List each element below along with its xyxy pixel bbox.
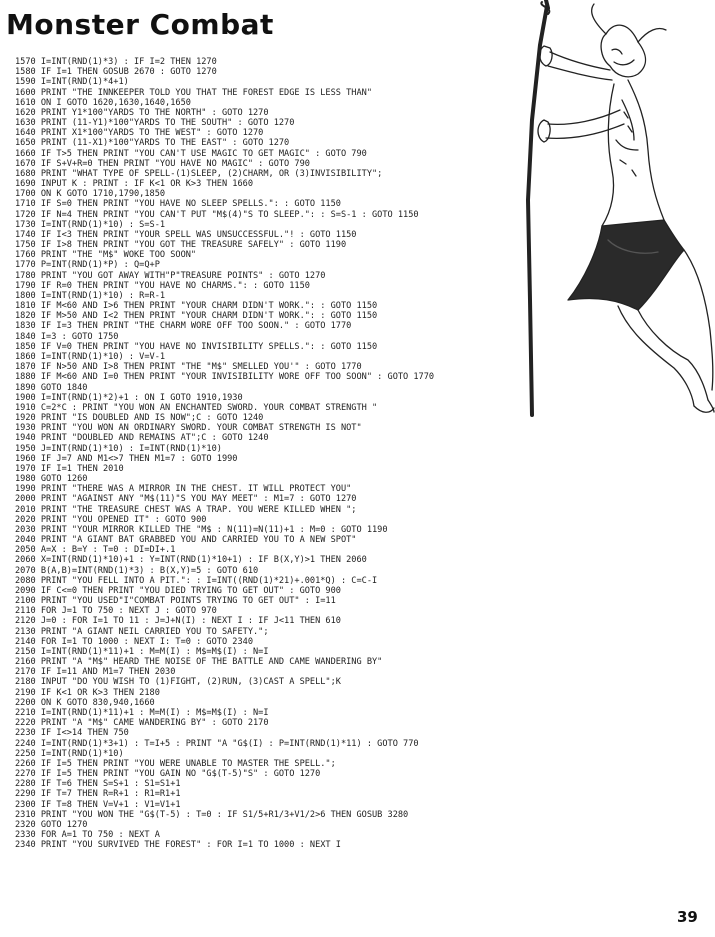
code-line: 1580 IF I=1 THEN GOSUB 2670 : GOTO 1270 [15, 67, 217, 78]
code-line: 1600 PRINT "THE INNKEEPER TOLD YOU THAT THE FOREST EDGE IS LESS THAN" [15, 87, 372, 98]
code-line: 2240 I=INT(RND(1)*3+1) : T=I+5 : PRINT "A "G$(I) : P=INT(RND(1)*11) : GOTO 770 [15, 738, 419, 749]
code-line: 2130 PRINT "A GIANT NEIL CARRIED YOU TO SAFETY."; [15, 626, 269, 637]
code-line: 1790 IF R=0 THEN PRINT "YOU HAVE NO CHARMS.": : GOTO 1150 [15, 280, 310, 291]
code-line: 1710 IF S=0 THEN PRINT "YOU HAVE NO SLEEP SPELLS.": : GOTO 1150 [15, 199, 341, 210]
code-line: 2120 J=0 : FOR I=1 TO 11 : J=J+N(I) : NEXT I : IF J<11 THEN 610 [15, 616, 341, 627]
code-line: 2260 IF I=5 THEN PRINT "YOU WERE UNABLE TO MASTER THE SPELL."; [15, 758, 336, 769]
code-line: 2070 B(A,B)=INT(RND(1)*3) : B(X,Y)=5 : GOTO 610 [15, 565, 259, 576]
code-line: 1780 PRINT "YOU GOT AWAY WITH"P"TREASURE POINTS" : GOTO 1270 [15, 270, 326, 281]
code-line: 1970 IF I=1 THEN 2010 [15, 463, 124, 474]
code-line: 2040 PRINT "A GIANT BAT GRABBED YOU AND CARRIED YOU TO A NEW SPOT" [15, 535, 357, 546]
code-line: 1810 IF M<60 AND I>6 THEN PRINT "YOUR CHARM DIDN'T WORK.": : GOTO 1150 [15, 301, 378, 312]
code-line: 2050 A=X : B=Y : T=0 : DI=DI+.1 [15, 545, 176, 556]
page-title: Monster Combat [6, 8, 274, 41]
code-line: 1800 I=INT(RND(1)*10) : R=R-1 [15, 290, 166, 301]
code-line: 2220 PRINT "A "M$" CAME WANDERING BY" : GOTO 2170 [15, 718, 269, 729]
code-line: 1940 PRINT "DOUBLED AND REMAINS AT";C : GOTO 1240 [15, 433, 269, 444]
code-line: 2100 PRINT "YOU USED"I"COMBAT POINTS TRYING TO GET OUT" : I=11 [15, 596, 336, 607]
code-line: 1890 GOTO 1840 [15, 382, 88, 393]
code-line: 2270 IF I=5 THEN PRINT "YOU GAIN NO "G$(T-5)"S" : GOTO 1270 [15, 769, 321, 780]
code-line: 2000 PRINT "AGAINST ANY "M$(11)"S YOU MAY MEET" : M1=7 : GOTO 1270 [15, 494, 357, 505]
code-line: 1820 IF M>50 AND I<2 THEN PRINT "YOUR CHARM DIDN'T WORK.": : GOTO 1150 [15, 311, 378, 322]
code-line: 2080 PRINT "YOU FELL INTO A PIT.": : I=INT((RND(1)*21)+.001*Q) : C=C-I [15, 575, 378, 586]
code-line: 2320 GOTO 1270 [15, 819, 88, 830]
code-line: 1860 I=INT(RND(1)*10) : V=V-1 [15, 351, 166, 362]
code-line: 1690 INPUT K : PRINT : IF K<1 OR K>3 THEN 1660 [15, 179, 253, 190]
code-line: 1640 PRINT X1*100"YARDS TO THE WEST" : GOTO 1270 [15, 128, 264, 139]
code-line: 2020 PRINT "YOU OPENED IT" : GOTO 900 [15, 514, 207, 525]
code-line: 2250 I=INT(RND(1)*10) [15, 748, 124, 759]
code-line: 1730 I=INT(RND(1)*10) : S=S-1 [15, 219, 166, 230]
code-line: 1630 PRINT (11-Y1)*100"YARDS TO THE SOUTH" : GOTO 1270 [15, 118, 295, 129]
code-line: 1850 IF V=0 THEN PRINT "YOU HAVE NO INVISIBILITY SPELLS.": : GOTO 1150 [15, 341, 378, 352]
code-line: 2310 PRINT "YOU WON THE "G$(T-5) : T=0 : IF S1/5+R1/3+V1/2>6 THEN GOSUB 3280 [15, 809, 409, 820]
code-line: 1680 PRINT "WHAT TYPE OF SPELL-(1)SLEEP, (2)CHARM, OR (3)INVISIBILITY"; [15, 168, 383, 179]
code-line: 1750 IF I>8 THEN PRINT "YOU GOT THE TREASURE SAFELY" : GOTO 1190 [15, 240, 347, 251]
code-line: 1670 IF S+V+R=0 THEN PRINT "YOU HAVE NO MAGIC" : GOTO 790 [15, 158, 310, 169]
code-line: 2330 FOR A=1 TO 750 : NEXT A [15, 830, 160, 841]
code-line: 2180 INPUT "DO YOU WISH TO (1)FIGHT, (2)RUN, (3)CAST A SPELL";K [15, 677, 341, 688]
code-line: 1960 IF J=7 AND M1<>7 THEN M1=7 : GOTO 1990 [15, 453, 238, 464]
code-line: 2110 FOR J=1 TO 750 : NEXT J : GOTO 970 [15, 606, 217, 617]
code-line: 1760 PRINT "THE "M$" WOKE TOO SOON" [15, 250, 197, 261]
code-line: 2190 IF K<1 OR K>3 THEN 2180 [15, 687, 160, 698]
code-line: 1920 PRINT "IS DOUBLED AND IS NOW";C : GOTO 1240 [15, 413, 264, 424]
code-line: 1880 IF M<60 AND I=0 THEN PRINT "YOUR INVISIBILITY WORE OFF TOO SOON" : GOTO 1770 [15, 372, 435, 383]
code-line: 1740 IF I<3 THEN PRINT "YOUR SPELL WAS UNSUCCESSFUL."! : GOTO 1150 [15, 229, 357, 240]
code-line: 2150 I=INT(RND(1)*11)+1 : M=M(I) : M$=M$(I) : N=I [15, 646, 269, 657]
code-line: 1620 PRINT Y1*100"YARDS TO THE NORTH" : GOTO 1270 [15, 107, 269, 118]
code-line: 2160 PRINT "A "M$" HEARD THE NOISE OF THE BATTLE AND CAME WANDERING BY" [15, 657, 383, 668]
code-line: 1870 IF N>50 AND I>8 THEN PRINT "THE "M$" SMELLED YOU'" : GOTO 1770 [15, 362, 362, 373]
code-line: 2140 FOR I=1 TO 1000 : NEXT I: T=0 : GOTO 2340 [15, 636, 253, 647]
code-line: 1660 IF T>5 THEN PRINT "YOU CAN'T USE MAGIC TO GET MAGIC" : GOTO 790 [15, 148, 367, 159]
code-line: 1950 J=INT(RND(1)*10) : I=INT(RND(1)*10) [15, 443, 222, 454]
code-line: 1910 C=2*C : PRINT "YOU WON AN ENCHANTED SWORD. YOUR COMBAT STRENGTH " [15, 402, 378, 413]
code-line: 1900 I=INT(RND(1)*2)+1 : ON I GOTO 1910,1930 [15, 392, 243, 403]
code-line: 1840 I=3 : GOTO 1750 [15, 331, 119, 342]
code-line: 1700 ON K GOTO 1710,1790,1850 [15, 189, 166, 200]
code-line: 2280 IF T=6 THEN S=S+1 : S1=S1+1 [15, 779, 181, 790]
code-line: 2060 X=INT(RND(1)*10)+1 : Y=INT(RND(1)*10+1) : IF B(X,Y)>1 THEN 2060 [15, 555, 367, 566]
code-line: 2030 PRINT "YOUR MIRROR KILLED THE "M$ : N(11)=N(11)+1 : M=0 : GOTO 1190 [15, 524, 388, 535]
code-line: 2090 IF C<=0 THEN PRINT "YOU DIED TRYING TO GET OUT" : GOTO 900 [15, 585, 341, 596]
code-line: 1990 PRINT "THERE WAS A MIRROR IN THE CHEST. IT WILL PROTECT YOU" [15, 484, 352, 495]
code-line: 1830 IF I=3 THEN PRINT "THE CHARM WORE OFF TOO SOON." : GOTO 1770 [15, 321, 352, 332]
code-line: 2210 I=INT(RND(1)*11)+1 : M=M(I) : M$=M$(I) : N=I [15, 708, 269, 718]
code-line: 1610 ON I GOTO 1620,1630,1640,1650 [15, 97, 191, 108]
code-line: 2300 IF T=8 THEN V=V+1 : V1=V1+1 [15, 799, 181, 810]
code-line: 2340 PRINT "YOU SURVIVED THE FOREST" : FOR I=1 TO 1000 : NEXT I [15, 840, 341, 851]
code-line: 2290 IF T=7 THEN R=R+1 : R1=R1+1 [15, 789, 181, 800]
code-line: 2230 IF I<>14 THEN 750 [15, 728, 129, 739]
code-line: 2170 IF I=11 AND M1=7 THEN 2030 [15, 667, 176, 678]
basic-program-listing [15, 57, 715, 850]
code-line: 1650 PRINT (11-X1)*100"YARDS TO THE EAST" : GOTO 1270 [15, 138, 290, 149]
page-number: 39 [677, 908, 698, 926]
code-line: 1570 I=INT(RND(1)*3) : IF I=2 THEN 1270 [15, 57, 217, 67]
code-line: 2200 ON K GOTO 830,940,1660 [15, 697, 155, 708]
code-line: 1980 GOTO 1260 [15, 474, 88, 485]
code-line: 1930 PRINT "YOU WON AN ORDINARY SWORD. YOUR COMBAT STRENGTH IS NOT" [15, 423, 362, 434]
code-line: 2010 PRINT "THE TREASURE CHEST WAS A TRAP. YOU WERE KILLED WHEN "; [15, 504, 357, 515]
code-line: 1590 I=INT(RND(1)*4+1) [15, 77, 129, 88]
code-line: 1720 IF N=4 THEN PRINT "YOU CAN'T PUT "M$(4)"S TO SLEEP.": : S=S-1 : GOTO 1150 [15, 209, 419, 220]
code-line: 1770 P=INT(RND(1)*P) : Q=Q+P [15, 260, 160, 271]
